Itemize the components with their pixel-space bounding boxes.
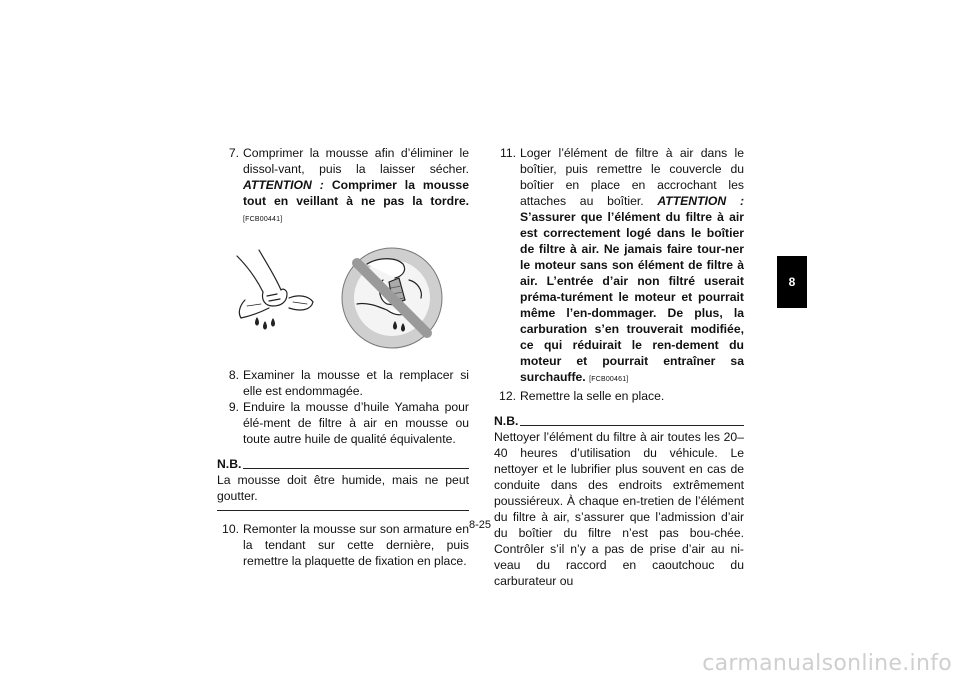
reference-code: [FCB00461] xyxy=(589,376,629,383)
correct-squeeze-icon xyxy=(237,250,313,329)
foam-squeeze-illustration xyxy=(217,246,467,351)
step-number: 9. xyxy=(228,400,239,414)
note-text: Nettoyer l’élément du filtre à air toutes les 20–40 heures d’utilisation du véhicule. Le nettoyer et le lubrifier plus souvent en cas de conduite dans des endroits extrêmement poussiéreux. À chaque en-tretien de l’élément du filtre à air, s’assurer que l’admission d’air du boîtier du filtre n’est pas bou-chée. Contrôler s’il n’y a pas de prise d’air au ni-veau du raccord en caoutchouc du carburateur ou xyxy=(494,430,744,588)
reference-code: [FCB00441] xyxy=(243,216,283,223)
step-7 xyxy=(217,145,469,228)
step-text: Comprimer la mousse afin d’éliminer le dissol-vant, puis la laisser sécher. xyxy=(243,146,469,176)
note-rule xyxy=(243,468,469,469)
step-number: 8. xyxy=(228,368,239,382)
step-number: 11. xyxy=(499,146,516,160)
step-8 xyxy=(217,367,469,399)
no-twist-icon xyxy=(342,248,442,348)
step-number: 12. xyxy=(499,389,516,403)
chapter-tab: 8 xyxy=(777,256,807,308)
step-11 xyxy=(494,145,744,388)
step-text: Enduire la mousse d’huile Yamaha pour élé-ment de filtre à air en mousse ou toute autre huile de qualité équivalente. xyxy=(243,400,469,446)
step-12 xyxy=(494,388,744,404)
step-9 xyxy=(217,399,469,447)
note-block xyxy=(217,457,469,511)
note-block xyxy=(494,414,744,589)
note-text: La mousse doit être humide, mais ne peut goutter. xyxy=(217,473,469,503)
attention-text: S’assurer que l’élément du filtre à air est correctement logé dans le boîtier de filtre à air. Ne jamais faire tour-ner le moteur sans son élément de filtre à air. L’entrée d’air non filtré userait préma-turément le moteur et pourrait même l’en-dommager. De plus, la carburation s’en trouverait modifiée, ce qui réduirait le ren-dement du moteur et pourrait entraîner sa surchauffe. xyxy=(520,210,744,384)
attention-text: Comprimer la mousse tout en veillant à ne pas la tordre. xyxy=(243,178,469,208)
watermark-text: carmanualsonline.info xyxy=(702,651,952,676)
step-text: Remonter la mousse sur son armature en la tendant sur cette dernière, puis remettre la plaquette de fixation en place. xyxy=(243,522,469,568)
step-number: 7. xyxy=(228,146,239,160)
step-10 xyxy=(217,521,469,569)
step-number: 10. xyxy=(222,522,239,536)
right-column xyxy=(494,145,744,589)
note-label: N.B. xyxy=(217,457,242,471)
step-text: Loger l’élément de filtre à air dans le boîtier, puis remettre le couvercle du boîtier en place en accrochant les attaches au boîtier. xyxy=(520,146,744,208)
left-column xyxy=(217,145,469,569)
attention-label: ATTENTION : xyxy=(657,194,744,208)
note-label: N.B. xyxy=(494,414,519,428)
note-rule xyxy=(520,425,744,426)
note-end-rule xyxy=(217,510,469,511)
note-header xyxy=(494,414,744,429)
attention-label: ATTENTION : xyxy=(243,178,324,192)
page-number: 8-25 xyxy=(468,519,492,531)
step-text: Remettre la selle en place. xyxy=(520,389,665,403)
note-header xyxy=(217,457,469,472)
step-text: Examiner la mousse et la remplacer si elle est endommagée. xyxy=(243,368,469,398)
